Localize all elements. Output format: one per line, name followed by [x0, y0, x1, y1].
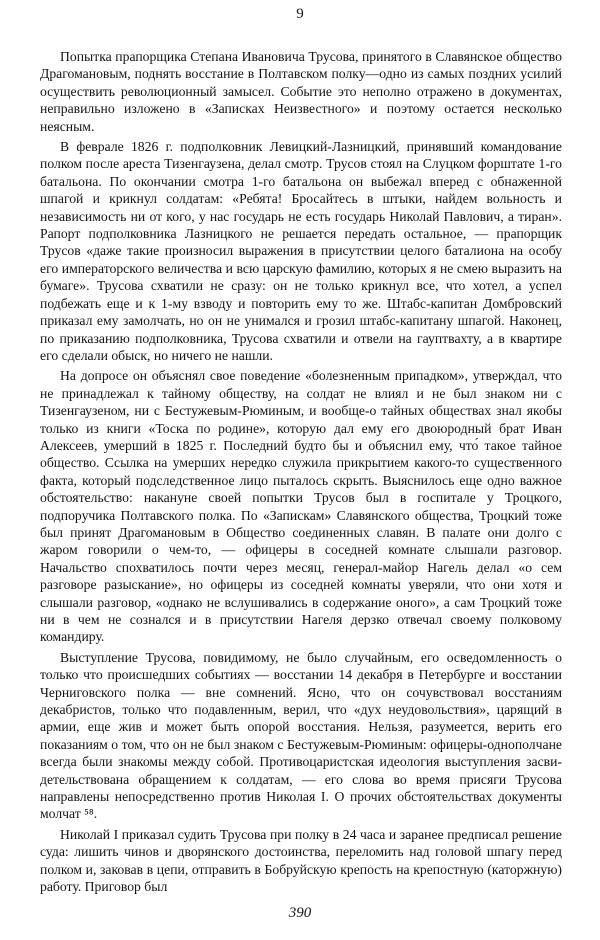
- paragraph: На допросе он объяснял свое поведение «болезненным припадком», утверждал, что не принадлежал к тайному обществу, на солдат не влиял и не был знаком ни с Тизенгаузеном, ни с Бестужевым-Рюминым, и вообще-о тайных обществах знал якобы только из книги «Тоска по родине», которую дал ему его двоюродный брат Иван Алексеев, умерший в 1825 г. Последний будто бы и объяснил ему, что́ такое тайное общество. Ссылка на умерших нередко служила прикрытием какого-то существенного факта, который подследственное лицо пыталось скрыть. Выяснилось еще одно важное обстоятельство: накануне своей попытки Трусов был в госпитале у Троцкого, подпоручика Полтавского полка. По «Запискам» Славянского общества, Троцкий тоже был принят Драгомановым в Общество соединенных славян. В палате они долго с жаром говорили о чем-то, — офицеры в соседней комнате слышали разговор. Начальство спохватилось почти через месяц, генерал-майор Нагель делал «о сем разговоре разыскание», но офицеры из соседней комнаты уверяли, что они хотя и слышали разговор, «однако не вслушивались в содержание оного», а сам Троцкий тоже ни в чем не сознался и в присутствии Нагеля дерзко отвечал своему полковому командиру.: [40, 368, 562, 645]
- paragraph: Выступление Трусова, повидимому, не было случайным, его осведомленность о только что происшедших событиях — восстании 14 декабря в Петербурге и восстании Черниговского полка — вне сомнений. Ясно, что он сочувствовал восстаниям декабристов, только что подавленным, верил, что «дух неудовольствия», царящий в армии, еще жив и может быть опорой восстания. Нельзя, разумеется, верить его показаниям о том, что он не был знаком с Бестужевым-Рюминым: офицеры-однополчане всегда были знакомы между собой. Противоцаристская идеология выступления засвидетельствована обращением к солдатам, — его слова во время присяги Трусова направлены непосредственно против Николая I. О прочих обстоятельствах документы молчат ⁵⁸.: [40, 649, 562, 822]
- paragraph: Николай I приказал судить Трусова при полку в 24 часа и заранее предписал решение суда: лишить чинов и дворянского достоинства, переломить над головой шпагу перед полком и, заковав в цепи, отправить в Бобруйскую крепость на крепостную (каторжную) работу. Приговор был: [40, 826, 562, 895]
- top-page-number: 9: [296, 6, 304, 22]
- paragraph: Попытка прапорщика Степана Ивановича Трусова, принятого в Славянское общество Драгомановым, поднять восстание в Полтавском полку—одно из самых поздних усилий осуществить революционный замысел. Событие это неполно отражено в документах, неправильно изложено в «Записках Неизвестного» и поэтому остается несколько неясным.: [40, 49, 562, 134]
- bottom-page-number: 390: [288, 905, 312, 921]
- paragraph: В феврале 1826 г. подполковник Левицкий-Лазницкий, принявший командование полком после ареста Тизенгаузена, делал смотр. Трусов стоял на Слуцком форштате 1-го батальона. По окончании смотра 1-го батальона он выбежал вперед с обнаженной шпагой и крикнул солдатам: «Ребята! Бросайтесь в штыки, найдем вольность и независимость ни от кого, у нас государь не есть государь Николай Павлович, а тиран». Рапорт подполковника Лазницкого не решается передать остальное, — прапорщик Трусов «даже такие произносил выражения в присутствии целого баталиона на особу его императорского величества и всю царскую фамилию, которых я не смею выразить на бумаге». Трусова схватили не сразу: он не только крикнул все, что хотел, а успел подбежать еще и к 1-му взводу и повторить ему то же. Штабс-капитан Домбровский приказал ему замолчать, но он не унимался и грозил штабс-капитану шпагой. Наконец, по приказанию подполковника, Трусова схватили и отвели на гауптвахту, а в квартире его сделали обыск, но ничего не нашли.: [40, 139, 562, 363]
- body-text: [40, 48, 562, 899]
